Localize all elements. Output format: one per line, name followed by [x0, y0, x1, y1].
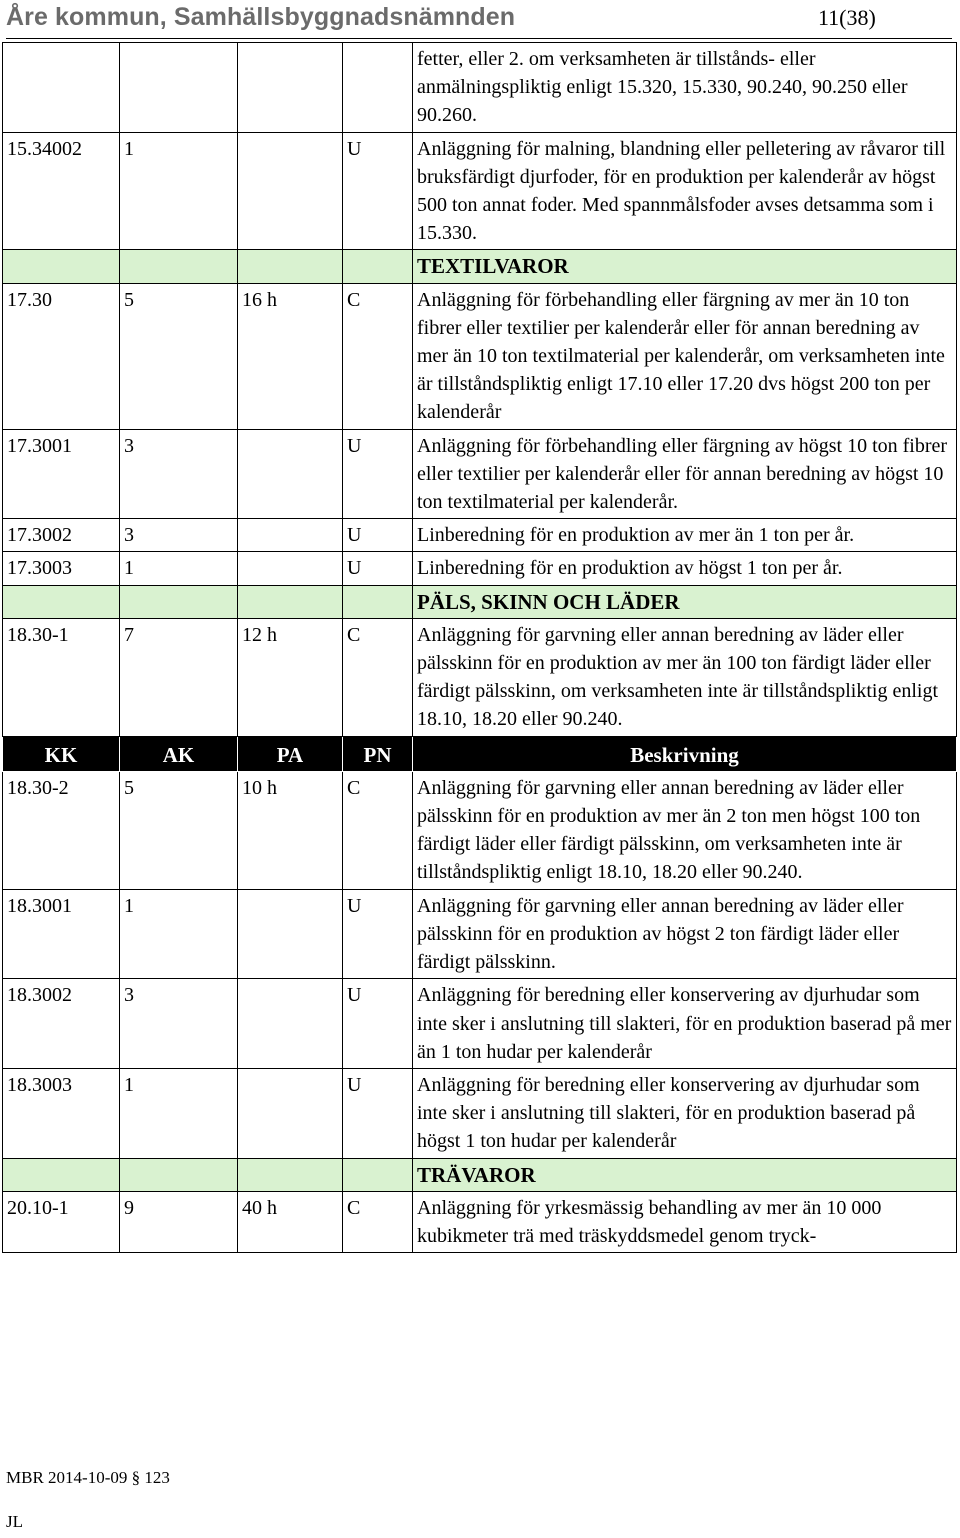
section-empty-cell — [238, 1158, 343, 1191]
cell-desc: Linberedning för en produktion av högst 1 ton per år. — [413, 552, 957, 585]
cell-pn: C — [343, 771, 413, 889]
cell-kk: 18.3002 — [3, 979, 120, 1069]
cell-kk: 17.3001 — [3, 429, 120, 519]
header-divider — [6, 38, 952, 39]
section-empty-cell — [238, 250, 343, 283]
table-row — [3, 1068, 957, 1158]
regulation-table-body — [3, 43, 957, 1253]
cell-desc: Anläggning för beredning eller konservering av djurhudar som inte sker i anslutning till slakteri, för en produktion baserad på högst 1 ton hudar per kalenderår — [413, 1068, 957, 1158]
cell-desc: Anläggning för förbehandling eller färgning av högst 10 ton fibrer eller textilier per kalenderår eller för annan beredning av högst 10 ton textilmaterial per kalenderår. — [413, 429, 957, 519]
cell-pn: C — [343, 618, 413, 736]
table-row — [3, 132, 957, 250]
cell-desc: Anläggning för garvning eller annan beredning av läder eller pälsskinn för en produktion av mer än 2 ton men högst 100 ton färdigt läder eller färdigt pälsskinn, om verksamheten inte är tillståndspliktig enligt 18.10, 18.20 eller 90.240. — [413, 771, 957, 889]
cell-ak: 3 — [120, 519, 238, 552]
cell-pa — [238, 519, 343, 552]
table-row — [3, 552, 957, 585]
cell-desc: fetter, eller 2. om verksamheten är tillstånds- eller anmälningspliktig enligt 15.320, 15.330, 90.240, 90.250 eller 90.260. — [413, 43, 957, 133]
section-heading: TRÄVAROR — [413, 1158, 957, 1191]
cell-desc: Linberedning för en produktion av mer än 1 ton per år. — [413, 519, 957, 552]
cell-pa — [238, 889, 343, 979]
cell-pa: 40 h — [238, 1191, 343, 1252]
table-row — [3, 43, 957, 133]
column-header-ak: AK — [120, 736, 238, 771]
cell-pa — [238, 43, 343, 133]
cell-ak: 3 — [120, 429, 238, 519]
table-row — [3, 889, 957, 979]
cell-ak: 5 — [120, 771, 238, 889]
cell-kk: 15.34002 — [3, 132, 120, 250]
column-header-row — [3, 736, 957, 771]
footer-reference: MBR 2014-10-09 § 123 — [6, 1468, 170, 1487]
cell-ak: 5 — [120, 283, 238, 429]
cell-pn: U — [343, 889, 413, 979]
cell-ak: 1 — [120, 889, 238, 979]
cell-kk: 18.3001 — [3, 889, 120, 979]
cell-ak: 1 — [120, 552, 238, 585]
cell-pn — [343, 43, 413, 133]
section-empty-cell — [120, 585, 238, 618]
cell-pa: 16 h — [238, 283, 343, 429]
section-empty-cell — [3, 585, 120, 618]
cell-ak: 3 — [120, 979, 238, 1069]
section-heading: TEXTILVAROR — [413, 250, 957, 283]
column-header-kk: KK — [3, 736, 120, 771]
cell-pa: 10 h — [238, 771, 343, 889]
cell-kk: 17.30 — [3, 283, 120, 429]
page-number: 11(38) — [818, 5, 876, 30]
cell-ak: 1 — [120, 132, 238, 250]
cell-pa — [238, 979, 343, 1069]
section-empty-cell — [238, 585, 343, 618]
cell-pa — [238, 132, 343, 250]
table-row — [3, 283, 957, 429]
cell-desc: Anläggning för malning, blandning eller pelletering av råvaror till bruksfärdigt djurfoder, för en produktion per kalenderår av högst 500 ton annat foder. Med spannmålsfoder avses detsamma som i 15.330. — [413, 132, 957, 250]
cell-pa: 12 h — [238, 618, 343, 736]
cell-ak — [120, 43, 238, 133]
cell-kk: 18.30-1 — [3, 618, 120, 736]
table-row — [3, 618, 957, 736]
section-empty-cell — [3, 250, 120, 283]
cell-ak: 1 — [120, 1068, 238, 1158]
cell-ak: 7 — [120, 618, 238, 736]
cell-kk — [3, 43, 120, 133]
cell-pa — [238, 1068, 343, 1158]
section-row — [3, 250, 957, 283]
cell-kk: 17.3003 — [3, 552, 120, 585]
table-row — [3, 771, 957, 889]
cell-desc: Anläggning för yrkesmässig behandling av mer än 10 000 kubikmeter trä med träskyddsmedel genom tryck- — [413, 1191, 957, 1252]
cell-pn: C — [343, 283, 413, 429]
section-empty-cell — [120, 1158, 238, 1191]
cell-pa — [238, 429, 343, 519]
document-title: Åre kommun, Samhällsbyggnadsnämnden — [6, 3, 516, 31]
cell-pn: U — [343, 132, 413, 250]
cell-desc: Anläggning för garvning eller annan beredning av läder eller pälsskinn för en produktion av mer än 100 ton färdigt läder eller färdigt pälsskinn, om verksamheten inte är tillståndspliktig enligt 18.10, 18.20 eller 90.240. — [413, 618, 957, 736]
cell-kk: 20.10-1 — [3, 1191, 120, 1252]
section-row — [3, 585, 957, 618]
section-empty-cell — [3, 1158, 120, 1191]
table-row — [3, 429, 957, 519]
cell-pn: U — [343, 519, 413, 552]
cell-desc: Anläggning för garvning eller annan beredning av läder eller pälsskinn för en produktion av högst 2 ton färdigt läder eller färdigt pälsskinn. — [413, 889, 957, 979]
column-header-pa: PA — [238, 736, 343, 771]
cell-pn: C — [343, 1191, 413, 1252]
section-heading: PÄLS, SKINN OCH LÄDER — [413, 585, 957, 618]
cell-pa — [238, 552, 343, 585]
column-header-pn: PN — [343, 736, 413, 771]
section-empty-cell — [343, 585, 413, 618]
section-empty-cell — [343, 1158, 413, 1191]
cell-pn: U — [343, 1068, 413, 1158]
section-empty-cell — [343, 250, 413, 283]
cell-ak: 9 — [120, 1191, 238, 1252]
cell-desc: Anläggning för beredning eller konservering av djurhudar som inte sker i anslutning till slakteri, för en produktion baserad på mer än 1 ton hudar per kalenderår — [413, 979, 957, 1069]
footer-signature: JL — [6, 1512, 23, 1531]
cell-kk: 18.30-2 — [3, 771, 120, 889]
section-row — [3, 1158, 957, 1191]
table-row — [3, 1191, 957, 1252]
cell-pn: U — [343, 552, 413, 585]
cell-desc: Anläggning för förbehandling eller färgning av mer än 10 ton fibrer eller textilier per kalenderår eller för annan beredning av mer än 10 ton textilmaterial per kalenderår, om verksamheten inte är tillståndspliktig enligt 17.10 eller 17.20 dvs högst 200 ton per kalenderår — [413, 283, 957, 429]
cell-pn: U — [343, 979, 413, 1069]
cell-pn: U — [343, 429, 413, 519]
cell-kk: 17.3002 — [3, 519, 120, 552]
regulation-table — [2, 42, 957, 1253]
column-header-desc: Beskrivning — [413, 736, 957, 771]
cell-kk: 18.3003 — [3, 1068, 120, 1158]
table-row — [3, 519, 957, 552]
section-empty-cell — [120, 250, 238, 283]
page-header — [6, 0, 952, 38]
table-row — [3, 979, 957, 1069]
